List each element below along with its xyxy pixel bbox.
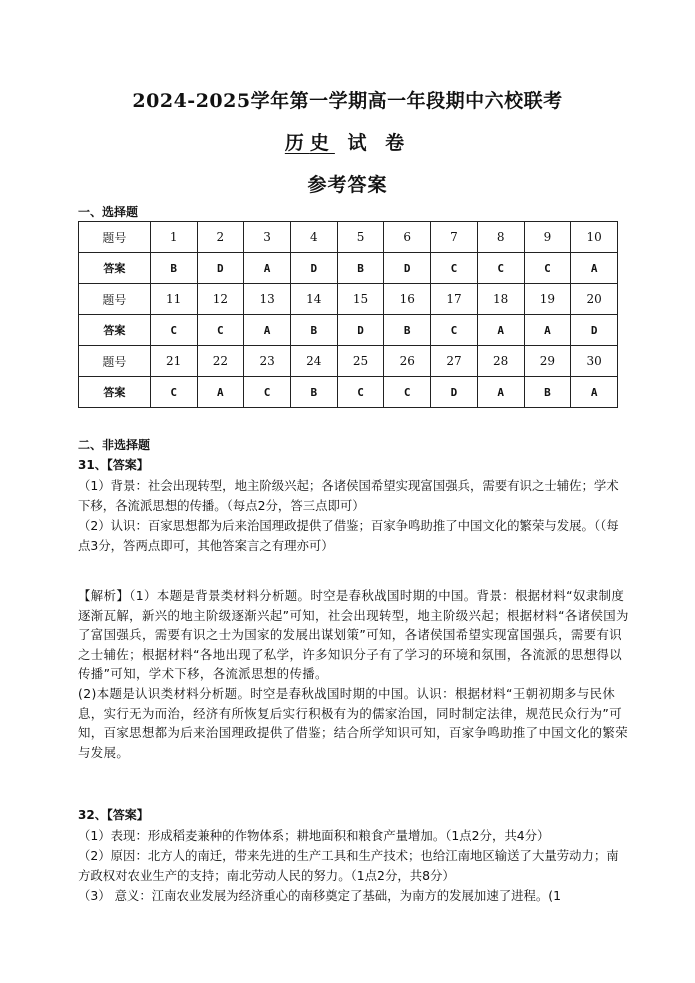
question-number-cell: 22: [197, 346, 244, 377]
answer-cell: A: [571, 253, 618, 284]
table-row: [79, 222, 618, 253]
question-number-cell: 10: [571, 222, 618, 253]
answer-cell: C: [524, 253, 571, 284]
question-number-cell: 26: [384, 346, 431, 377]
row-label: 题号: [79, 346, 151, 377]
answer-cell: B: [290, 315, 337, 346]
question-number-cell: 24: [290, 346, 337, 377]
table-row: [79, 315, 618, 346]
section2-heading: 二、非选择题: [78, 438, 151, 452]
q31-answer-1: （1）背景：社会出现转型，地主阶级兴起；各诸侯国希望实现富国强兵，需要有识之士辅佐；学术下移，各流派思想的传播。（每点2分，答三点即可）: [78, 478, 619, 513]
question-number-cell: 8: [477, 222, 524, 253]
answer-cell: C: [150, 377, 197, 408]
answer-cell: C: [197, 315, 244, 346]
answer-cell: B: [290, 377, 337, 408]
subject-char-2: 史: [309, 132, 335, 154]
answer-cell: D: [290, 253, 337, 284]
table-row: [79, 284, 618, 315]
answer-cell: A: [244, 315, 291, 346]
answer-cell: B: [150, 253, 197, 284]
question-number-cell: 2: [197, 222, 244, 253]
answer-cell: D: [431, 377, 478, 408]
subject-char-1: 历: [284, 132, 310, 154]
question-number-cell: 4: [290, 222, 337, 253]
answer-cell: C: [431, 253, 478, 284]
table-row: [79, 253, 618, 284]
q31-analysis-1: 【解析】（1）本题是背景类材料分析题。时空是春秋战国时期的中国。背景：根据材料“奴隶制度逐渐瓦解，新兴的地主阶级逐渐兴起”可知，社会出现转型，地主阶级兴起；根据材料“各诸侯国为了富国强兵，需要有识之士为国家的发展出谋划策”可知，各诸侯国希望实现富国强兵，需要有识之士辅佐；根据材料“各地出现了私学，许多知识分子有了学习的环境和氛围，各流派的思想得以传播”可知，学术下移，各流派思想的传播。: [78, 588, 629, 681]
question-number-cell: 28: [477, 346, 524, 377]
question-number-cell: 16: [384, 284, 431, 315]
answer-cell: B: [524, 377, 571, 408]
answer-cell: A: [524, 315, 571, 346]
question-number-cell: 14: [290, 284, 337, 315]
q31-heading: 31、【答案】: [78, 458, 149, 472]
q32-answer-1: （1）表现：形成稻麦兼种的作物体系；耕地面积和粮食产量增加。（1点2分，共4分）: [78, 828, 550, 843]
answer-cell: D: [384, 253, 431, 284]
answer-cell: A: [477, 377, 524, 408]
question-number-cell: 30: [571, 346, 618, 377]
answer-cell: D: [337, 315, 384, 346]
subject-char-4: 卷: [385, 132, 411, 154]
answer-cell: D: [571, 315, 618, 346]
answer-cell: D: [197, 253, 244, 284]
question-number-cell: 17: [431, 284, 478, 315]
q31-analysis-2: (2)本题是认识类材料分析题。时空是春秋战国时期的中国。认识：根据材料“王朝初期多与民休息，实行无为而治，经济有所恢复后实行积极有为的儒家治国，同时制定法律，规范民众行为”可知，百家思想都为后来治国理政提供了借鉴；结合所学知识可知，百家争鸣助推了中国文化的繁荣与发展。: [78, 686, 628, 760]
q32-answer-2: （2）原因：北方人的南迁，带来先进的生产工具和生产技术；也给江南地区输送了大量劳动力；南方政权对农业生产的支持；南北劳动人民的努力。（1点2分，共8分）: [78, 848, 619, 883]
question-number-cell: 27: [431, 346, 478, 377]
table-row: [79, 377, 618, 408]
question-number-cell: 6: [384, 222, 431, 253]
question-number-cell: 3: [244, 222, 291, 253]
answer-cell: C: [384, 377, 431, 408]
answer-key-title: 参考答案: [307, 174, 388, 196]
answer-cell: A: [197, 377, 244, 408]
answer-cell: A: [477, 315, 524, 346]
question-number-cell: 11: [150, 284, 197, 315]
question-number-cell: 25: [337, 346, 384, 377]
answer-cell: C: [477, 253, 524, 284]
answer-cell: C: [244, 377, 291, 408]
question-number-cell: 29: [524, 346, 571, 377]
question-number-cell: 13: [244, 284, 291, 315]
row-label: 题号: [79, 284, 151, 315]
answer-table: [78, 221, 618, 408]
row-label: 答案: [79, 253, 151, 284]
question-number-cell: 20: [571, 284, 618, 315]
table-row: [79, 346, 618, 377]
row-label: 答案: [79, 315, 151, 346]
row-label: 题号: [79, 222, 151, 253]
question-number-cell: 23: [244, 346, 291, 377]
question-number-cell: 12: [197, 284, 244, 315]
answer-cell: A: [244, 253, 291, 284]
question-number-cell: 1: [150, 222, 197, 253]
question-number-cell: 5: [337, 222, 384, 253]
answer-cell: B: [337, 253, 384, 284]
answer-cell: A: [571, 377, 618, 408]
answer-cell: C: [337, 377, 384, 408]
answer-cell: C: [431, 315, 478, 346]
question-number-cell: 9: [524, 222, 571, 253]
exam-title: 2024-2025学年第一学期高一年段期中六校联考: [132, 90, 563, 112]
q32-heading: 32、【答案】: [78, 808, 149, 822]
q31-answer-2: （2）认识：百家思想都为后来治国理政提供了借鉴；百家争鸣助推了中国文化的繁荣与发展。（（每点3分，答两点即可，其他答案言之有理亦可）: [78, 518, 619, 553]
question-number-cell: 21: [150, 346, 197, 377]
question-number-cell: 19: [524, 284, 571, 315]
answer-cell: B: [384, 315, 431, 346]
subject-title: [0, 128, 695, 155]
question-number-cell: 15: [337, 284, 384, 315]
q32-answer-3: （3） 意义：江南农业发展为经济重心的南移奠定了基础，为南方的发展加速了进程。(1: [78, 888, 561, 903]
section1-heading: 一、选择题: [78, 205, 139, 219]
row-label: 答案: [79, 377, 151, 408]
answer-cell: C: [150, 315, 197, 346]
subject-char-3: 试: [347, 132, 373, 154]
question-number-cell: 18: [477, 284, 524, 315]
question-number-cell: 7: [431, 222, 478, 253]
